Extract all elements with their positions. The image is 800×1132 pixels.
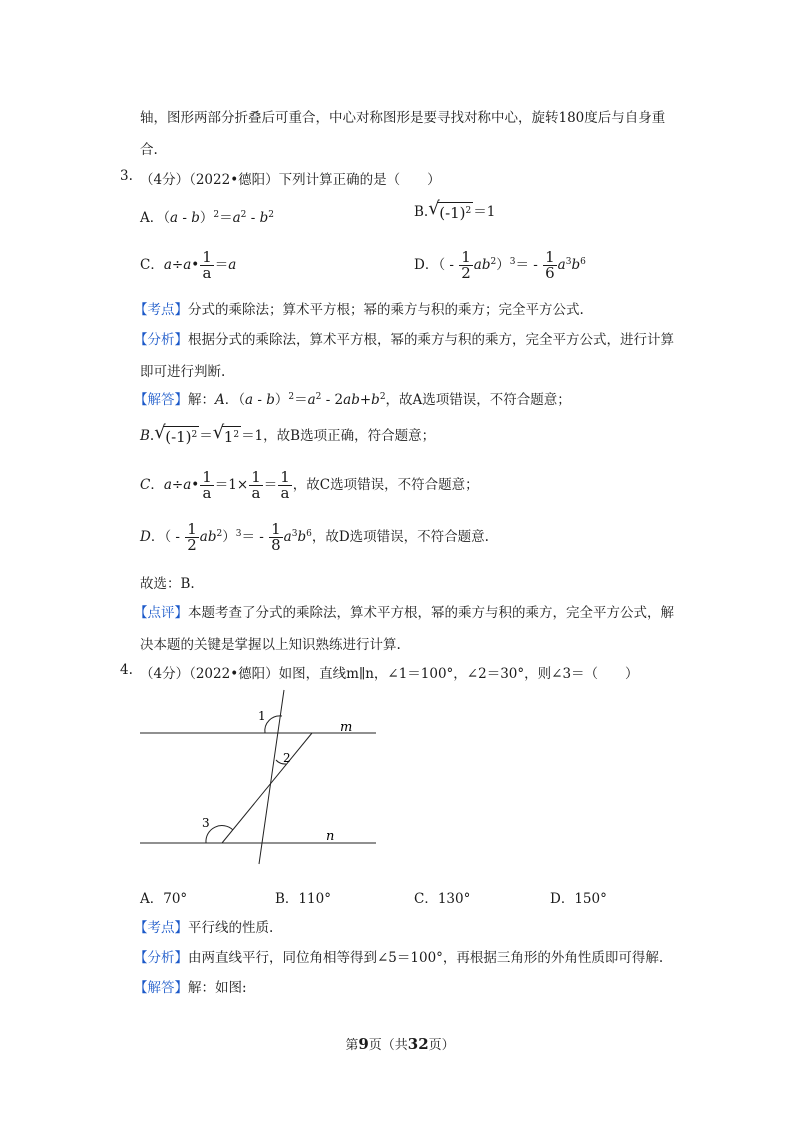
intro-line-2: 合. — [140, 142, 158, 158]
q3-meta: （4分）（2022•德阳）下列计算正确的是（ ） — [140, 172, 441, 188]
page-footer: 第9页（共32页） — [345, 1035, 455, 1053]
q3-jieda-a: 【解答】解：A．$(a - b)^2=a^2 - 2ab+b^2$，故A选项错误，不符合题意； — [134, 392, 571, 408]
q4-number: 4. — [120, 662, 133, 678]
q3-option-c: C．a÷a• $\frac{1}{a}$ ＝a — [140, 248, 237, 282]
q3-answer: 故选：B. — [140, 576, 195, 592]
q4-fenxi: 【分析】由两直线平行，同位角相等得到∠5＝100°，再根据三角形的外角性质即可得解. — [134, 950, 664, 966]
q3-kaodian: 【考点】分式的乘除法；算术平方根；幂的乘方与积的乘方；完全平方公式. — [134, 302, 584, 318]
q4-option-a: A．70° — [140, 891, 188, 907]
footer-total: 32 — [407, 1035, 429, 1053]
q4-meta: （4分）（2022•德阳）如图，直线m∥n，∠1＝100°，∠2＝30°，则∠3＝（ ） — [140, 666, 639, 682]
angle-1-label: 1 — [258, 709, 266, 723]
q3-dianping: 【点评】本题考查了分式的乘除法，算术平方根，幂的乘方与积的乘方，完全平方公式，解 — [134, 605, 674, 621]
footer-page: 9 — [358, 1035, 369, 1053]
q3-jieda-d: D．（ - $\frac{1}{2}$ $ab^2)^3=$ - $\frac{1}{8}$ $a^3b^6$，故D选项错误，不符合题意. — [140, 520, 489, 554]
q3-option-b: B. √ $(-1)^2 =1$ — [414, 197, 496, 222]
intro-line-1: 轴，图形两部分折叠后可重合，中心对称图形是要寻找对称中心，旋转180度后与自身重 — [140, 110, 666, 126]
q3-jieda-b: B. √ $(-1)^2$ ＝ √ $1^2 =1$，故B选项正确，符合题意； — [140, 421, 436, 446]
q3-fenxi-line2: 即可进行判断. — [140, 364, 226, 380]
angle-2-label: 2 — [283, 751, 291, 765]
q3-option-d: D．（ - $\frac{1}{2}$ $ab^2)^3=$ - $\frac{1}{6}$ $a^3b^6$ — [414, 248, 586, 282]
q4-option-c: C．130° — [414, 891, 471, 907]
angle-3-label: 3 — [202, 816, 210, 830]
q4-option-d: D．150° — [550, 891, 607, 907]
q3-dianping-line2: 决本题的关键是掌握以上知识熟练进行计算. — [140, 637, 401, 653]
q3-fenxi: 【分析】根据分式的乘除法，算术平方根，幂的乘方与积的乘方，完全平方公式，进行计算 — [134, 332, 674, 348]
q3-jieda-c: C．a÷a• $\frac{1}{a}$ ＝1× $\frac{1}{a}$ ＝ $\frac{1}{a}$ ，故C选项错误，不符合题意； — [140, 468, 479, 502]
line-m-label: m — [340, 720, 353, 735]
q4-option-b: B．110° — [275, 891, 331, 907]
line-n-label: n — [326, 829, 335, 844]
q3-number: 3. — [120, 168, 133, 184]
q4-kaodian: 【考点】平行线的性质. — [134, 920, 274, 936]
q3-option-a: A．$(a - b)^2=a^2 - b^2$ — [140, 210, 274, 226]
q4-jieda: 【解答】解：如图: — [134, 980, 247, 996]
slanted-line — [222, 733, 312, 843]
